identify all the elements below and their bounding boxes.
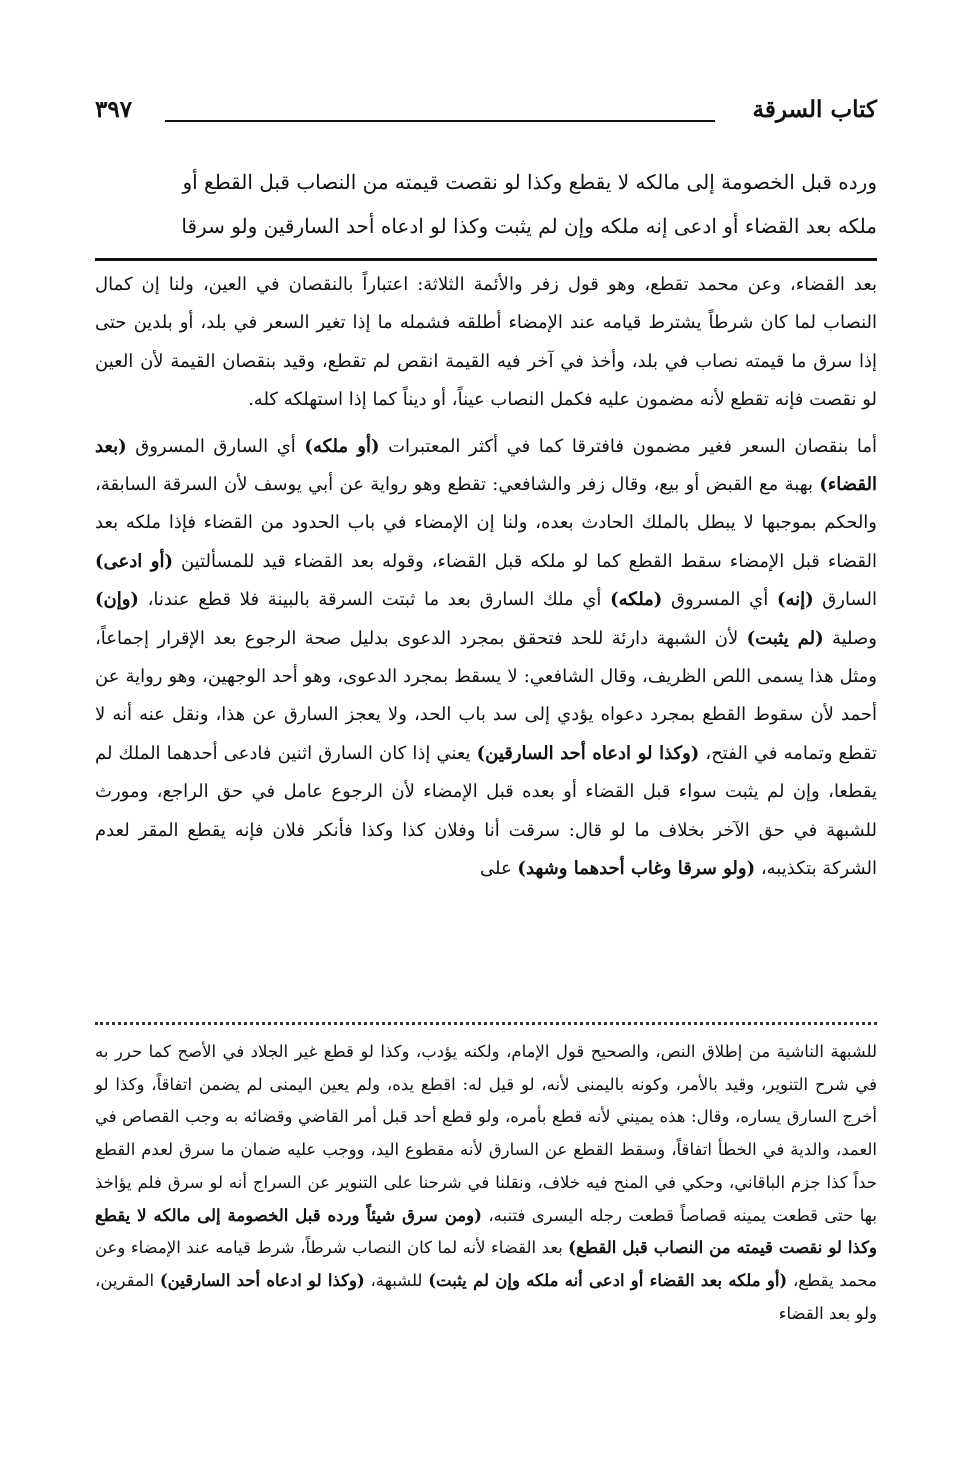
commentary-text — [95, 266, 877, 889]
matn-quote: (بعد القضاء) — [95, 435, 877, 496]
page-header — [95, 96, 877, 130]
commentary-span: أي ملك السارق بعد ما ثبتت السرقة بالبينة فلا قطع عندنا، — [138, 589, 611, 611]
marginal-span: المقرين، ولو بعد القضاء — [95, 1270, 877, 1323]
matn-quote: (وكذا لو ادعاه أحد السارقين) — [159, 1270, 365, 1290]
book-title: كتاب السرقة — [752, 96, 877, 123]
matn-quote: (ومن سرق شيئاً ورده قبل الخصومة إلى مالكه لا يقطع وكذا لو نقصت قيمته من النصاب قبل القطع) — [95, 1205, 877, 1258]
matn-quote: (أو ادعى) — [95, 550, 173, 572]
marginal-span: للشبهة، — [364, 1270, 429, 1290]
commentary-paragraph — [95, 428, 877, 889]
matn-line: ملكه بعد القضاء أو ادعى إنه ملكه وإن لم يثبت وكذا لو ادعاه أحد السارقين ولو سرقا — [181, 214, 877, 238]
matn-quote: (وكذا لو ادعاه أحد السارقين) — [476, 742, 700, 764]
marginal-commentary — [95, 1036, 877, 1330]
matn-line: ورده قبل الخصومة إلى مالكه لا يقطع وكذا لو نقصت قيمته من النصاب قبل القطع أو — [182, 170, 877, 194]
commentary-span: يعني إذا كان السارق اثنين فادعى أحدهما الملك لم يقطعا، وإن لم يثبت سواء قبل القضاء أو بعده قبل الإمضاء لأن الرجوع عامل في حق الراجع، ومورث للشبهة في حق الآخر بخلاف ما لو قال: سرقت أنا وفلان كذا وكذا فأنكر فلان فإنه يقطع المقر لعدم الشركة بتكذيبه، — [95, 742, 877, 880]
commentary-paragraph: بعد القضاء، وعن محمد تقطع، وهو قول زفر والأئمة الثلاثة: اعتباراً بالنقصان في العين، ولنا إن كمال النصاب لما كان شرطاً يشترط قيامه عند الإمضاء أطلقه فشمله ما إذا تغير السعر في بلد، أو بلدين حتى إذا سرق ما قيمته نصاب في بلد، وأخذ في آخر فيه القيمة انقص لم تقطع، وقيد بنقصان القيمة لأن العين لو نقصت فإنه تقطع لأنه مضمون عليه فكمل النصاب عيناً، أو ديناً كما إذا استهلكه كله. — [95, 274, 877, 411]
header-rule — [165, 120, 715, 122]
commentary-span: على — [479, 858, 518, 880]
commentary-span: أما بنقصان السعر فغير مضمون فافترقا كما في أكثر المعتبرات — [379, 435, 878, 457]
page-number: ٣٩٧ — [95, 96, 133, 123]
matn-text — [95, 160, 877, 248]
matn-quote: (أو ملكه بعد القضاء أو ادعى أنه ملكه وإن لم يثبت) — [428, 1270, 788, 1290]
matn-quote: (أو ملكه) — [304, 435, 380, 457]
marginal-paragraph — [95, 1036, 877, 1330]
matn-quote: (إنه) — [776, 589, 814, 611]
commentary-span: السارق — [813, 589, 877, 611]
matn-quote: (وإن) — [95, 589, 139, 611]
commentary-span: بهبة مع القبض أو بيع، وقال زفر والشافعي: تقطع وهو رواية عن أبي يوسف لأن السرقة السابقة، والحكم بموجبها لا يبطل بالملك الحادث بعده، ولنا إن الإمضاء في باب الحدود من القضاء فإذا ملكه بعد القضاء قبل الإمضاء سقط القطع كما لو ملكه قبل القضاء، وقوله بعد القضاء قيد للمسألتين — [95, 474, 877, 572]
matn-quote: (ملكه) — [610, 589, 663, 611]
matn-separator — [95, 258, 877, 261]
commentary-span: أي المسروق — [662, 589, 777, 611]
commentary-span: أي السارق المسروق — [126, 435, 305, 457]
matn-quote: (ولو سرقا وغاب أحدهما وشهد) — [517, 858, 756, 880]
commentary-span: لأن الشبهة دارئة للحد فتحقق بمجرد الدعوى بدليل صحة الرجوع بعد الإقرار إجماعاً، ومثل هذا يسمى اللص الظريف، وقال الشافعي: لا يسقط بمجرد الدعوى، وهو أحد الوجهين، وهو رواية عن أحمد لأن سقوط القطع بمجرد دعواه يؤدي إلى سد باب الحد، ولا يعجز السارق عن هذا، ونقل عنه أنه لا تقطع وتمامه في الفتح، — [95, 627, 877, 764]
footnote-separator — [95, 1022, 877, 1025]
matn-quote: (لم يثبت) — [746, 627, 824, 649]
commentary-span: وصلية — [823, 627, 877, 649]
marginal-span: بعد القضاء لأنه لما كان النصاب شرطاً، شرط قيامه عند الإمضاء وعن محمد يقطع، — [95, 1238, 878, 1290]
marginal-span: للشبهة الناشية من إطلاق النص، والصحيح قول الإمام، ولكنه يؤدب، وكذا لو قطع غير الجلاد في الأصح كما حرر به في شرح التنوير، وقيد بالأمر، وكونه باليمنى لأنه، لو قيل له: اقطع يده، ولم يعين اليمنى لم يضمن اتفاقاً، وكذا لو أخرج السارق يساره، وقال: هذه يميني لأنه قطع بأمره، ولو قطع أحد قبل أمر القاضي وقضائه به وجب القصاص في العمد، والدية في الخطأ اتفاقاً، وسقط القطع عن السارق لأنه مقطوع اليد، ووجب عليه ضمان ما سرق لعدم القطع حداً كذا جزم الباقاني، وحكي في المنح فيه خلاف، ونقلنا في شرحنا على التنوير عن السراج أنه لو سرق فلم يؤاخذ بها حتى قطعت يمينه قصاصاً قطعت رجله اليسرى فتنبه، — [95, 1042, 877, 1225]
